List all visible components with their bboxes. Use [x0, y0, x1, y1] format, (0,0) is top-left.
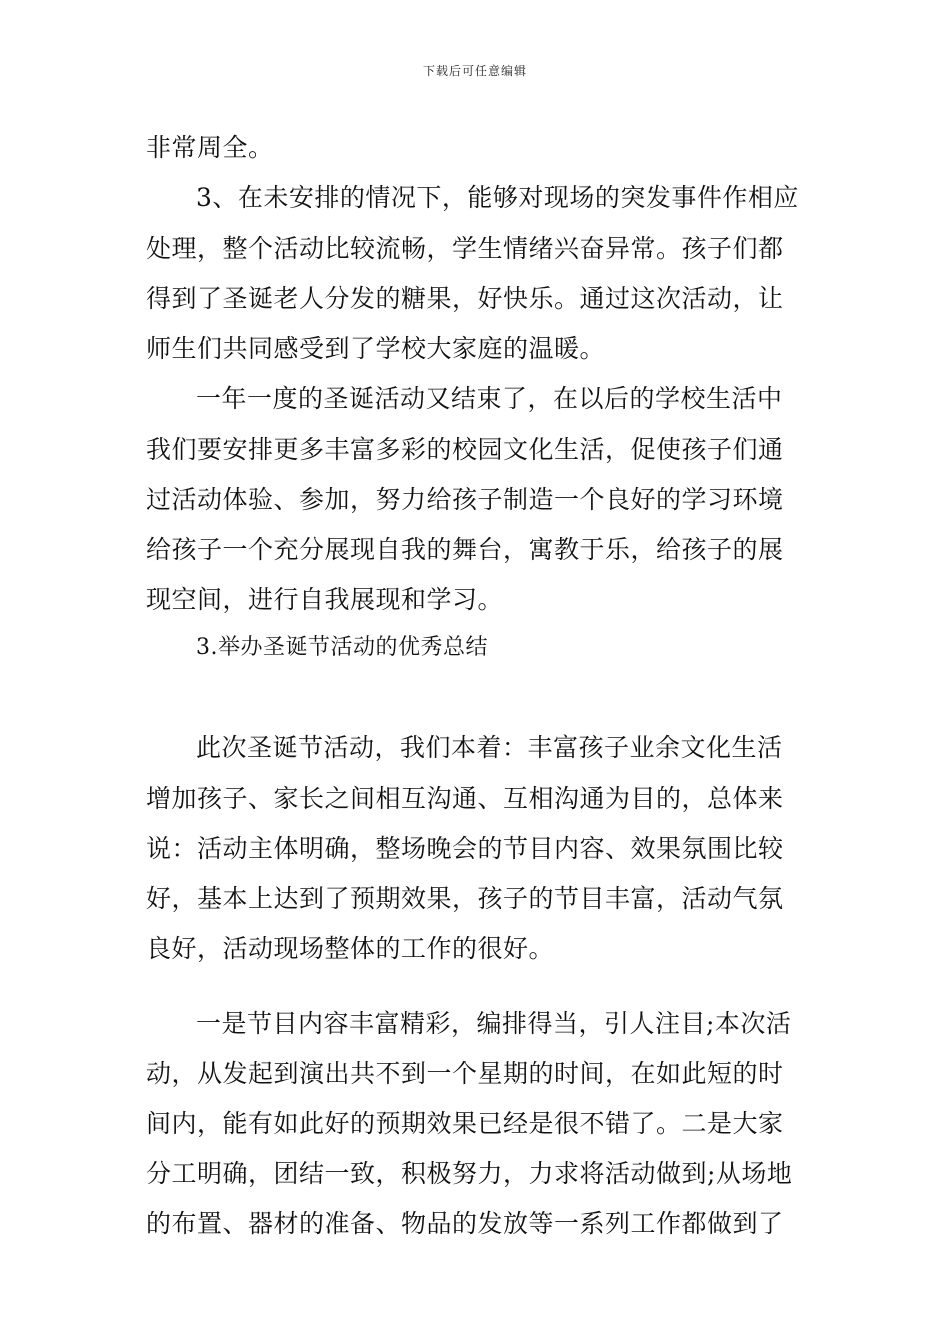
text-line: 此次圣诞节活动，我们本着：丰富孩子业余文化生活: [196, 733, 783, 762]
text-line: 师生们共同感受到了学校大家庭的温暖。: [146, 334, 606, 363]
text-line: 良好，活动现场整体的工作的很好。: [146, 934, 555, 963]
text-line: 好，基本上达到了预期效果，孩子的节目丰富，活动气氛: [146, 884, 784, 913]
text-line: 得到了圣诞老人分发的糖果，好快乐。通过这次活动，让: [146, 284, 784, 313]
text-line: 间内，能有如此好的预期效果已经是很不错了。二是大家: [146, 1109, 784, 1138]
section-heading: 3.举办圣诞节活动的优秀总结: [196, 635, 488, 660]
text-line: 过活动体验、参加，努力给孩子制造一个良好的学习环境: [146, 485, 784, 514]
text-line: 分工明确，团结一致，积极努力，力求将活动做到;从场地: [146, 1159, 793, 1188]
text-line: 给孩子一个充分展现自我的舞台，寓教于乐，给孩子的展: [146, 535, 784, 564]
text-line: 3、在未安排的情况下，能够对现场的突发事件作相应: [196, 183, 799, 212]
text-line: 现空间，进行自我展现和学习。: [146, 585, 504, 614]
text-line: 增加孩子、家长之间相互沟通、互相沟通为目的，总体来: [146, 784, 784, 813]
text-line: 说：活动主体明确，整场晚会的节目内容、效果氛围比较: [146, 834, 784, 863]
text-line: 处理，整个活动比较流畅，学生情绪兴奋异常。孩子们都: [146, 234, 784, 263]
header-note: 下载后可任意编辑: [422, 64, 527, 78]
text-line: 一年一度的圣诞活动又结束了，在以后的学校生活中: [196, 384, 783, 413]
text-line: 一是节目内容丰富精彩，编排得当，引人注目;本次活: [196, 1009, 792, 1038]
text-line: 的布置、器材的准备、物品的发放等一系列工作都做到了: [146, 1209, 784, 1238]
text-line: 动，从发起到演出共不到一个星期的时间，在如此短的时: [146, 1059, 784, 1088]
text-line: 非常周全。: [146, 133, 274, 162]
text-line: 我们要安排更多丰富多彩的校园文化生活，促使孩子们通: [146, 435, 784, 464]
